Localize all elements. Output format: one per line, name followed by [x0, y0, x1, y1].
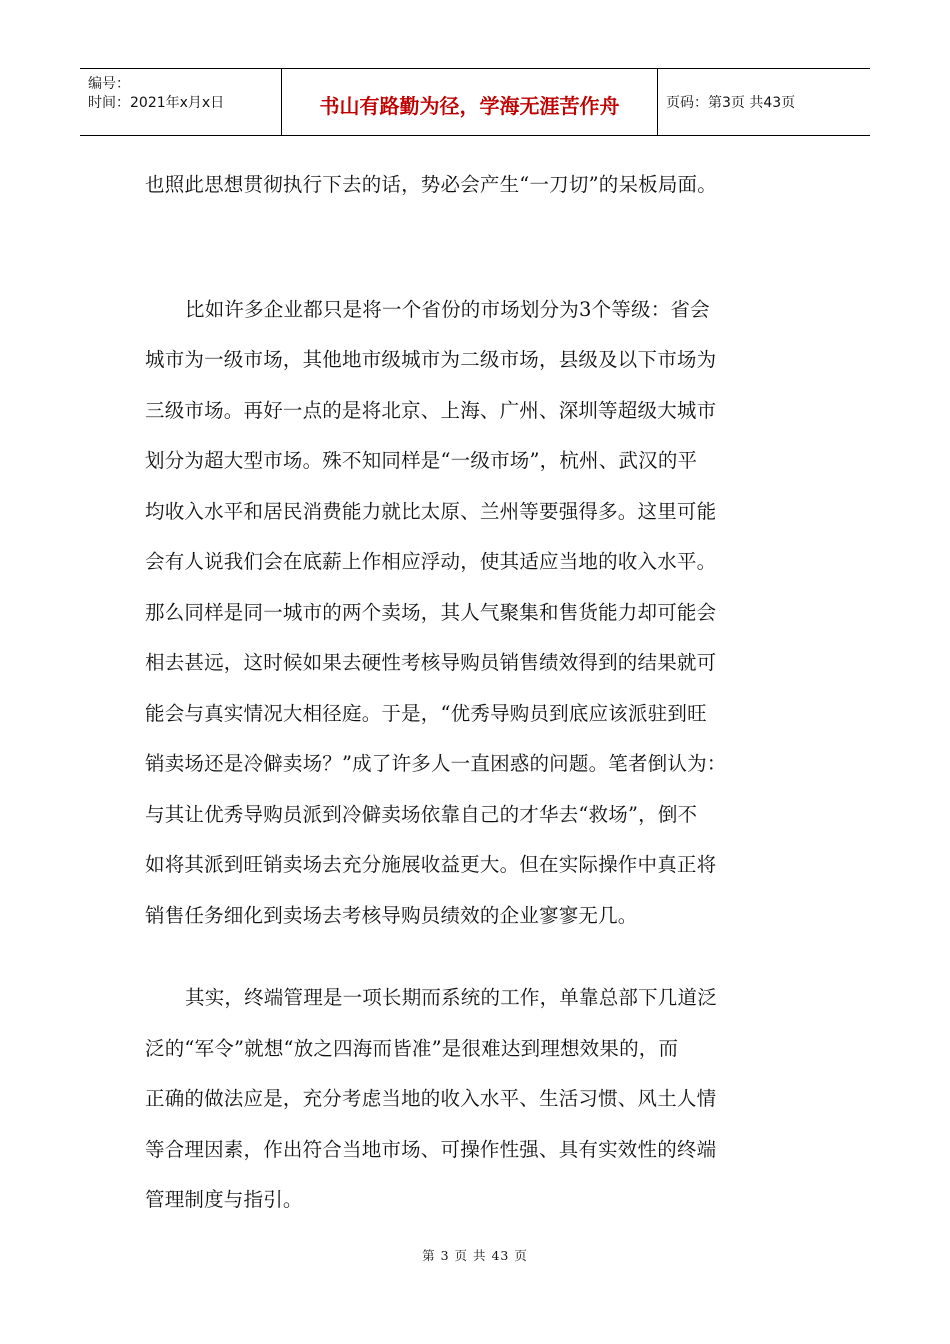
- document-time-label: 时间：2021年x月x日: [88, 95, 225, 111]
- text-line: 能会与真实情况大相径庭。于是，“优秀导购员到底应该派驻到旺: [145, 701, 707, 725]
- text-line: 划分为超大型市场。殊不知同样是“一级市场”，杭州、武汉的平: [145, 449, 698, 472]
- header-meta: [80, 69, 282, 135]
- text-line: 管理制度与指引。: [145, 1188, 303, 1211]
- header-page-info: 页码：第3页 共43页: [666, 95, 796, 111]
- text-line: 比如许多企业都只是将一个省份的市场划分为3个等级：省会: [185, 297, 710, 321]
- paragraph-3: [145, 973, 805, 1226]
- paragraph-2: [145, 285, 805, 942]
- text-line: 也照此思想贯彻执行下去的话，势必会产生“一刀切”的呆板局面。: [145, 173, 717, 196]
- text-line: 城市为一级市场，其他地市级城市为二级市场，县级及以下市场为: [145, 348, 717, 371]
- text-line: 正确的做法应是，充分考虑当地的收入水平、生活习惯、风土人情: [145, 1087, 717, 1110]
- text-line: 相去甚远，这时候如果去硬性考核导购员销售绩效得到的结果就可: [145, 651, 717, 674]
- text-line: 三级市场。再好一点的是将北京、上海、广州、深圳等超级大城市: [145, 398, 717, 422]
- page-header: [80, 68, 870, 136]
- paragraph-1: [145, 160, 805, 211]
- text-line: 与其让优秀导购员派到冷僻卖场依靠自己的才华去“救场”，倒不: [145, 802, 698, 826]
- text-line: 如将其派到旺销卖场去充分施展收益更大。但在实际操作中真正将: [145, 853, 717, 876]
- document-number-label: 编号：: [88, 76, 130, 92]
- document-body: [145, 160, 805, 1226]
- text-line: 销卖场还是冷僻卖场？”成了许多人一直困惑的问题。笔者倒认为：: [145, 752, 727, 775]
- text-line: 其实，终端管理是一项长期而系统的工作，单靠总部下几道泛: [185, 986, 717, 1009]
- text-line: 会有人说我们会在底薪上作相应浮动，使其适应当地的收入水平。: [145, 550, 717, 573]
- text-line: 均收入水平和居民消费能力就比太原、兰州等要强得多。这里可能: [145, 499, 717, 523]
- header-motto: 书山有路勤为径，学海无涯苦作舟: [282, 69, 658, 135]
- text-line: 那么同样是同一城市的两个卖场，其人气聚集和售货能力却可能会: [145, 600, 717, 624]
- text-line: 等合理因素，作出符合当地市场、可操作性强、具有实效性的终端: [145, 1137, 717, 1161]
- text-line: 销售任务细化到卖场去考核导购员绩效的企业寥寥无几。: [145, 903, 638, 927]
- text-line: 泛的“军令”就想“放之四海而皆准”是很难达到理想效果的，而: [145, 1036, 679, 1060]
- page-footer: 第 3 页 共 43 页: [422, 1248, 528, 1263]
